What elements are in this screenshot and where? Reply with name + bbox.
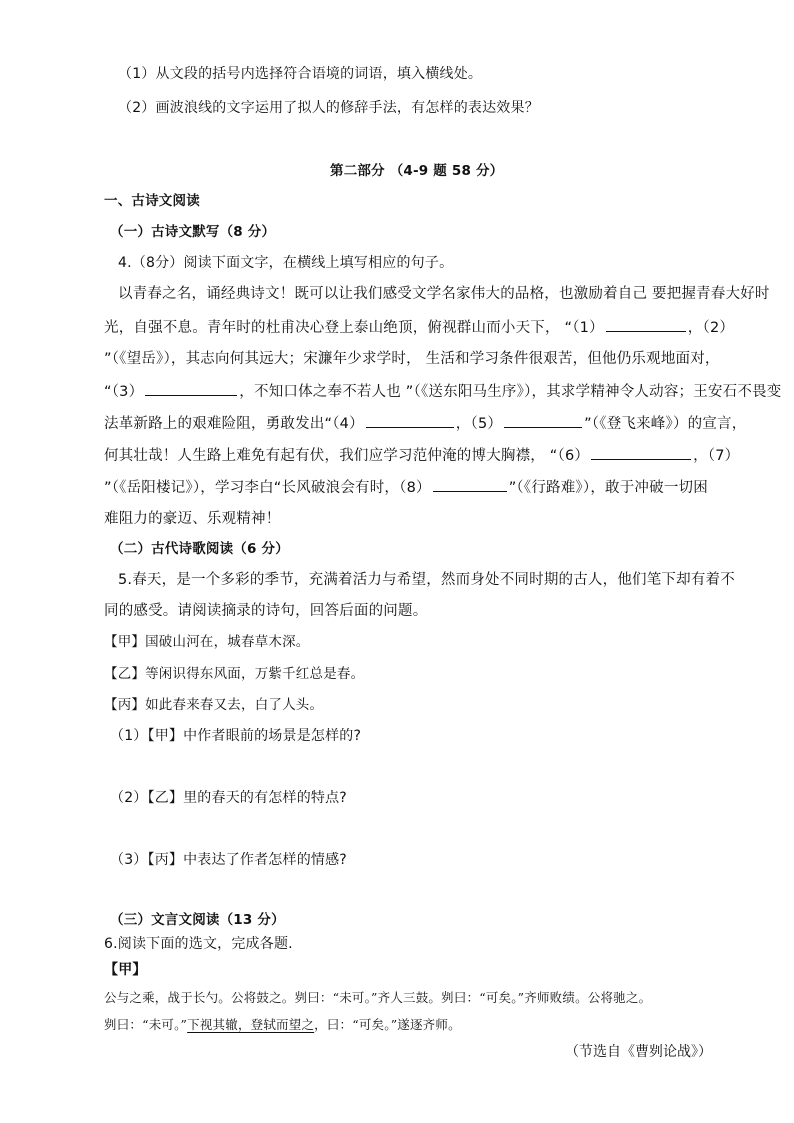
question-4-line: ”（《望岳》），其志向何其远大；宋濂年少求学时， 生活和学习条件很艰苦，但他仍乐观地面对， bbox=[104, 351, 720, 367]
text-segment: 刿曰：“未可。” bbox=[104, 1017, 188, 1032]
poem-yi: 【乙】等闲识得东风面，万紫千红总是春。 bbox=[104, 666, 365, 682]
subsection-heading: （二）古代诗歌阅读（6 分） bbox=[110, 541, 289, 557]
subsection-heading: （一）古诗文默写（8 分） bbox=[110, 224, 276, 240]
question-4-line bbox=[104, 477, 708, 498]
answer-blank-4[interactable] bbox=[366, 413, 454, 428]
prev-question-2: （2）画波浪线的文字运用了拟人的修辞手法，有怎样的表达效果？ bbox=[118, 100, 539, 116]
passage-source: （节选自《曹刿论战》） bbox=[565, 1044, 712, 1060]
answer-blank-6[interactable] bbox=[591, 445, 691, 460]
text-segment: ，曰：“可矣。”遂逐齐师。 bbox=[314, 1017, 461, 1032]
text-segment: 何其壮哉！人生路上难免有起有伏，我们应学习范仲淹的博大胸襟， “（6） bbox=[104, 448, 590, 464]
prev-question-1: （1）从文段的括号内选择符合语境的词语，填入横线处。 bbox=[118, 66, 483, 82]
passage-line bbox=[104, 1015, 461, 1035]
text-segment: ，（7） bbox=[693, 448, 740, 464]
question-4-intro: 4.（8分）阅读下面文字，在横线上填写相应的句子。 bbox=[118, 255, 454, 271]
passage-line: 公与之乘，战于长勺。公将鼓之。刿曰：“未可。”齐人三鼓。刿曰：“可矣。”齐师败绩。公将驰之。 bbox=[104, 990, 652, 1005]
question-5-sub-3: （3）【丙】中表达了作者怎样的情感? bbox=[110, 852, 347, 868]
question-4-line bbox=[104, 445, 739, 466]
text-segment: ”（《登飞来峰》）的宣言， bbox=[584, 416, 747, 432]
question-6-intro: 6.阅读下面的选文，完成各题. bbox=[104, 936, 293, 952]
text-segment: ”（《岳阳楼记》），学习李白“长风破浪会有时，（8） bbox=[104, 480, 431, 496]
question-4-line: 难阻力的豪迈、乐观精神！ bbox=[104, 511, 281, 527]
question-4-line bbox=[104, 317, 734, 338]
question-5-line: 5.春天，是一个多彩的季节，充满着活力与希望，然而身处不同时期的古人，他们笔下却有着不 bbox=[118, 572, 735, 588]
question-4-line bbox=[104, 413, 746, 434]
question-4-line: 以青春之名，诵经典诗文！既可以让我们感受文学名家伟大的品格，也激励着自己 要把握青春大好时 bbox=[118, 286, 770, 302]
section-heading: 一、古诗文阅读 bbox=[104, 193, 200, 209]
text-segment: ，（2） bbox=[687, 320, 735, 336]
poem-jia: 【甲】国破山河在，城春草木深。 bbox=[104, 634, 310, 650]
subsection-heading: （三）文言文阅读（13 分） bbox=[110, 912, 285, 928]
text-segment: 光，自强不息。青年时的杜甫决心登上泰山绝顶，俯视群山而小天下， “（1） bbox=[104, 320, 604, 336]
question-5-sub-1: （1）【甲】中作者眼前的场景是怎样的? bbox=[110, 728, 362, 744]
underlined-sentence: 下视其辙，登轼而望之 bbox=[187, 1017, 315, 1032]
answer-blank-5[interactable] bbox=[504, 413, 582, 428]
question-4-line bbox=[104, 381, 781, 402]
text-segment: ”（《行路难》），敢于冲破一切困 bbox=[508, 480, 708, 496]
answer-blank-1[interactable] bbox=[606, 317, 686, 332]
text-segment: ，（5） bbox=[455, 416, 503, 432]
text-segment: 法革新路上的艰难险阻，勇敢发出“（4） bbox=[104, 416, 364, 432]
question-5-sub-2: （2）【乙】里的春天的有怎样的特点? bbox=[110, 790, 347, 806]
answer-blank-3[interactable] bbox=[145, 381, 237, 396]
poem-bing: 【丙】如此春来春又去，白了人头。 bbox=[104, 697, 324, 713]
text-segment: “（3） bbox=[104, 384, 144, 400]
question-5-line: 同的感受。请阅读摘录的诗句，回答后面的问题。 bbox=[104, 603, 428, 619]
text-segment: ，不知口体之奉不若人也 ”（《送东阳马生序》），其求学精神令人动容；王安石不畏变 bbox=[239, 384, 782, 400]
passage-label: 【甲】 bbox=[104, 962, 147, 978]
answer-blank-8[interactable] bbox=[433, 477, 507, 492]
part-title: 第二部分 （4-9 题 58 分） bbox=[330, 163, 504, 179]
